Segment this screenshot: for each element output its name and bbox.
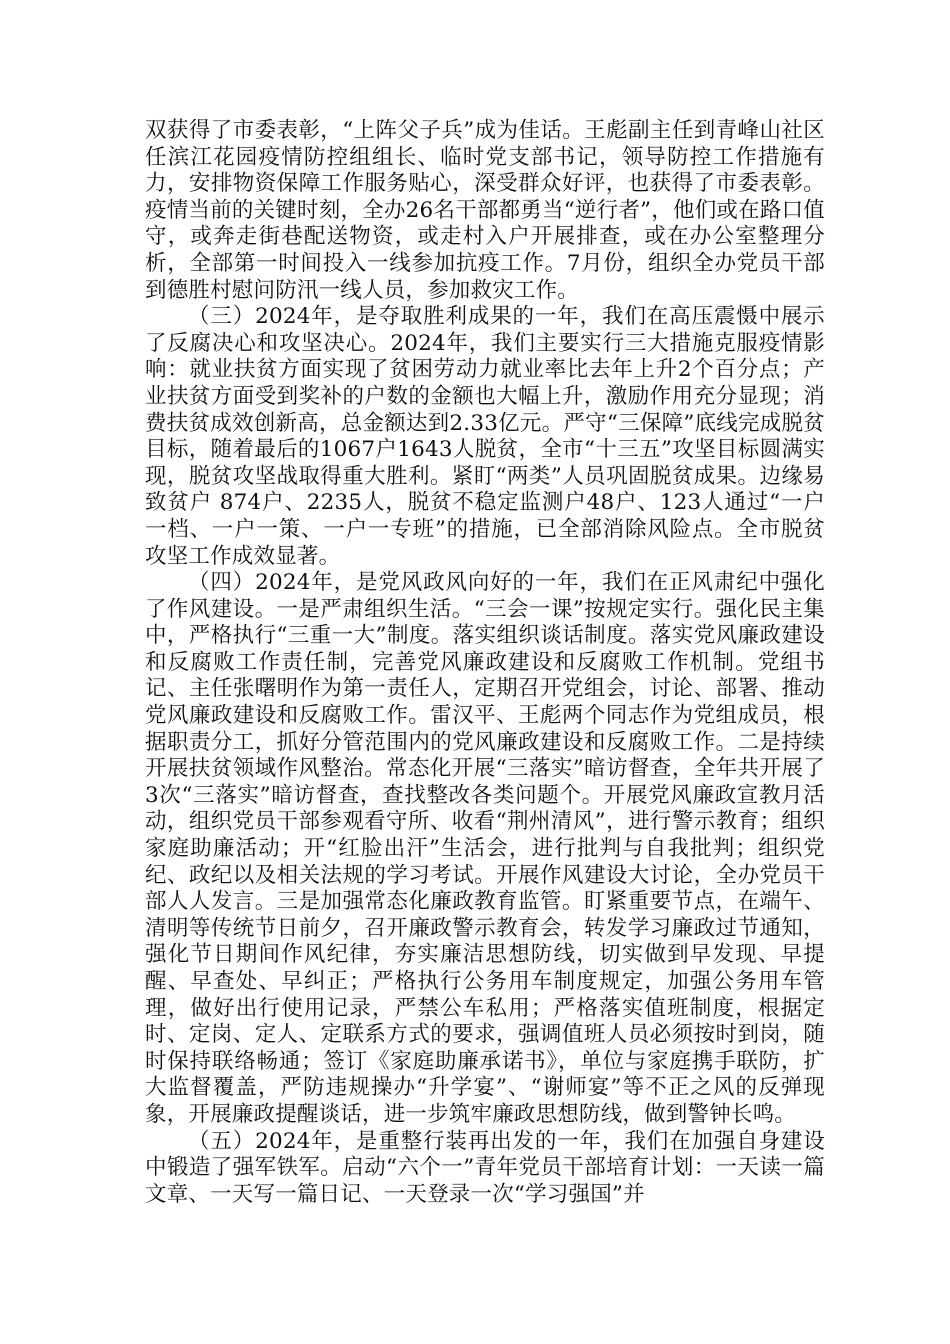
paragraph-section-four: （四）2024年，是党风政风向好的一年，我们在正风肃纪中强化了作风建设。一是严肃组织生活。“三会一课”按规定实行。强化民主集中，严格执行“三重一大”制度。落实组织谈话制度。落实党风廉政建设和反腐败工作责任制，完善党风廉政建设和反腐败工作机制。党组书记、主任张曙明作为第一责任人，定期召开党组会，讨论、部署、推动党风廉政建设和反腐败工作。雷汉平、王彪两个同志作为党组成员，根据职责分工，抓好分管范围内的党风廉政建设和反腐败工作。二是持续开展扶贫领域作风整治。常态化开展“三落实”暗访督查，全年共开展了3次“三落实”暗访督查，查找整改各类问题个。开展党风廉政宣教月活动，组织党员干部参观看守所、收看“荆州清风”，进行警示教育；组织家庭助廉活动；开“红脸出汗”生活会，进行批判与自我批判；组织党纪、政纪以及相关法规的学习考试。开展作风建设大讨论，全办党员干部人人发言。三是加强常态化廉政教育监管。盯紧重要节点，在端午、清明等传统节日前夕，召开廉政警示教育会，转发学习廉政过节通知，强化节日期间作风纪律，夯实廉洁思想防线，切实做到早发现、早提醒、早查处、早纠正；严格执行公务用车制度规定，加强公务用车管理，做好出行使用记录，严禁公车私用；严格落实值班制度，根据定时、定岗、定人、定联系方式的要求，强调值班人员必须按时到岗，随时保持联络畅通；签订《家庭助廉承诺书》，单位与家庭携手联防，扩大监督覆盖，严防违规操办“升学宴”、“谢师宴”等不正之风的反弹现象，开展廉政提醒谈话，进一步筑牢廉政思想防线，做到警钟长鸣。 <box>145 570 825 1127</box>
paragraph-continuation: 双获得了市委表彰，“上阵父子兵”成为佳话。王彪副主任到青峰山社区任滨江花园疫情防控组组长、临时党支部书记，领导防控工作措施有力，安排物资保障工作服务贴心，深受群众好评，也获得了市委表彰。疫情当前的关键时刻，全办26名干部都勇当“逆行者”，他们或在路口值守，或奔走街巷配送物资，或走村入户开展排查，或在办公室整理分析，全部第一时间投入一线参加抗疫工作。7月份，组织全办党员干部到德胜村慰问防汛一线人员，参加救灾工作。 <box>145 118 825 303</box>
document-body <box>145 118 825 1208</box>
paragraph-section-three: （三）2024年，是夺取胜利成果的一年，我们在高压震慑中展示了反腐决心和攻坚决心。2024年，我们主要实行三大措施克服疫情影响：就业扶贫方面实现了贫困劳动力就业率比去年上升2个百分点；产业扶贫方面受到奖补的户数的金额也大幅上升，激励作用充分显现；消费扶贫成效创新高，总金额达到2.33亿元。严守“三保障”底线完成脱贫目标，随着最后的1067户1643人脱贫，全市“十三五”攻坚目标圆满实现，脱贫攻坚战取得重大胜利。紧盯“两类”人员巩固脱贫成果。边缘易致贫户 874户、2235人，脱贫不稳定监测户48户、123人通过“一户一档、一户一策、一户一专班”的措施，已全部消除风险点。全市脱贫攻坚工作成效显著。 <box>145 304 825 569</box>
paragraph-section-five: （五）2024年，是重整行装再出发的一年，我们在加强自身建设中锻造了强军铁军。启动“六个一”青年党员干部培育计划：一天读一篇文章、一天写一篇日记、一天登录一次“学习强国”并 <box>145 1128 825 1207</box>
